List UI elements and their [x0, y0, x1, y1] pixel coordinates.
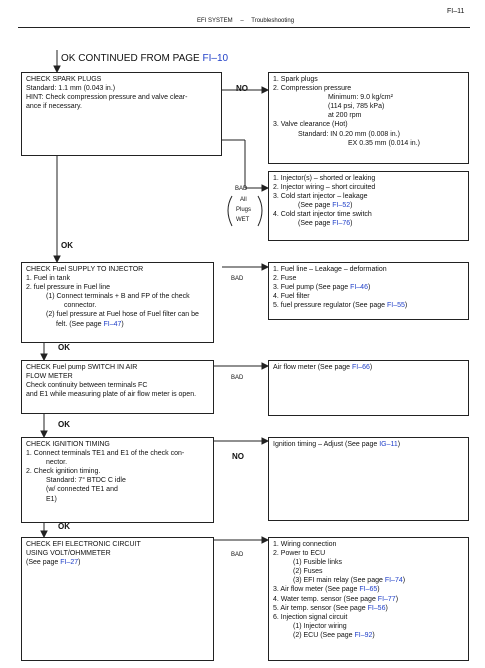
- step-check-efi-circuit: [21, 537, 214, 661]
- r1b-line-2: 2. Injector wiring – short circuited: [273, 184, 376, 192]
- step3-line-3: Check continuity between terminals FC: [26, 382, 148, 390]
- r3-line-1-text: Air flow meter (See page: [273, 364, 352, 371]
- r2-line-5: [273, 301, 464, 310]
- step5-line-3: [26, 558, 209, 567]
- step-check-spark-plugs: [21, 72, 222, 156]
- result-spark-plugs-no: [268, 72, 469, 164]
- r3-line-1: [273, 363, 464, 372]
- r5-line-6: [273, 585, 464, 594]
- r2-line-3-close: ): [367, 284, 371, 292]
- r1b-line-5: 4. Cold start injector time switch: [273, 211, 372, 219]
- step-check-fuel-pump-switch: [21, 360, 214, 414]
- r1b-line-6-text: (See page: [298, 220, 333, 228]
- step2-line-2: 1. Fuel in tank: [26, 275, 70, 283]
- step1-line-2: Standard: 1.1 mm (0.043 in.): [26, 85, 116, 93]
- r5-line-8-close: ): [385, 604, 388, 612]
- r5-line-5-close: ): [402, 577, 406, 585]
- r1-line-3: Minimum: 9.0 kg/cm²: [328, 94, 393, 102]
- step2-line-7-text: felt. (See page: [56, 320, 104, 328]
- wet-bracket-left: [228, 196, 232, 226]
- label-bad-4: BAD: [231, 552, 244, 558]
- label-ok-4: OK: [58, 522, 70, 531]
- r2-line-2: 2. Fuse: [273, 275, 297, 283]
- page-link-fi56[interactable]: FI–56: [367, 604, 386, 612]
- r5-line-5: [273, 576, 464, 585]
- r4-line-1: [273, 440, 464, 449]
- r1b-line-1: 1. Injector(s) – shorted or leaking: [273, 175, 376, 182]
- step2-line-1: CHECK Fuel SUPPLY TO INJECTOR: [26, 266, 144, 273]
- page-link-fi92[interactable]: FI–92: [354, 631, 373, 639]
- step4-line-4: 2. Check ignition timing.: [26, 468, 101, 476]
- result-spark-plugs-bad: [268, 171, 469, 241]
- step-check-fuel-supply: [21, 262, 214, 343]
- page-link-ig11[interactable]: IG–11: [379, 441, 398, 448]
- r1b-line-6: [273, 219, 464, 228]
- label-all: All: [240, 197, 247, 203]
- r1b-line-4-text: (See page: [298, 202, 333, 210]
- step2-line-3: 2. fuel pressure in Fuel line: [26, 284, 111, 292]
- r1-line-7: Standard: IN 0.20 mm (0.008 in.): [298, 130, 400, 138]
- continued-text: OK CONTINUED FROM PAGE: [61, 53, 203, 64]
- label-no-1: NO: [236, 84, 248, 93]
- r5-line-11-text: (2) ECU (See page: [293, 631, 355, 639]
- r3-line-1-close: ): [369, 364, 373, 371]
- r1-line-1: 1. Spark plugs: [273, 76, 318, 83]
- step1-line-4: ance if necessary.: [26, 103, 82, 111]
- r2-line-1: 1. Fuel line – Leakage – deformation: [273, 266, 387, 273]
- step-check-ignition-timing: [21, 437, 214, 523]
- label-ok-3: OK: [58, 420, 70, 429]
- page-link-fi46[interactable]: FI–46: [350, 284, 368, 292]
- r5-line-7-text: 4. Water temp. sensor (See page: [273, 595, 378, 603]
- step5-line-3-text: (See page: [26, 559, 61, 567]
- result-efi-circuit-bad: [268, 537, 469, 661]
- step2-line-7-close: ): [121, 320, 124, 328]
- page-link-fi47[interactable]: FI–47: [103, 320, 122, 328]
- r5-line-11: [273, 631, 464, 640]
- r1b-line-6-close: ): [350, 220, 353, 228]
- step4-line-1: CHECK IGNITION TIMING: [26, 441, 110, 448]
- r5-line-11-close: ): [372, 631, 375, 639]
- step2-line-4: (1) Connect terminals + B and FP of the check: [46, 293, 190, 301]
- page-link-fi76[interactable]: FI–76: [332, 220, 351, 228]
- r5-line-6-close: ): [377, 586, 380, 594]
- r1-line-5: at 200 rpm: [328, 112, 362, 120]
- r1-line-2: 2. Compression pressure: [273, 85, 352, 93]
- wet-bracket-right: [258, 196, 262, 226]
- label-wet: WET: [236, 217, 250, 223]
- label-bad-3: BAD: [231, 375, 244, 381]
- page-link-fi27[interactable]: FI–27: [60, 559, 79, 567]
- section-title: EFI SYSTEM: [197, 18, 233, 24]
- r1b-line-4-close: ): [350, 202, 353, 210]
- r5-line-1: 1. Wiring connection: [273, 541, 337, 548]
- r5-line-6-text: 3. Air flow meter (See page: [273, 586, 360, 594]
- label-no-2: NO: [232, 452, 244, 461]
- page-link-fi74[interactable]: FI–74: [384, 577, 403, 585]
- result-fuel-supply-bad: [268, 262, 469, 320]
- step4-line-6: (w/ connected TE1 and: [46, 486, 118, 494]
- r5-line-8-text: 5. Air temp. sensor (See page: [273, 604, 368, 612]
- r5-line-3: (1) Fusible links: [293, 559, 343, 567]
- r5-line-7: [273, 595, 464, 604]
- page-link-fi55[interactable]: FI–55: [387, 302, 405, 310]
- label-bad-1: BAD: [235, 186, 248, 192]
- r1b-line-4: [273, 201, 464, 210]
- step1-line-1: CHECK SPARK PLUGS: [26, 76, 102, 83]
- step2-line-6: (2) fuel pressure at Fuel hose of Fuel filter can be: [46, 311, 199, 319]
- result-fuel-pump-switch-bad: [268, 360, 469, 416]
- header-dash: –: [240, 18, 244, 24]
- step5-line-3-close: ): [78, 559, 81, 567]
- label-bad-2: BAD: [231, 276, 244, 282]
- step4-line-5: Standard: 7° BTDC C idle: [46, 477, 126, 485]
- step2-line-5: connector.: [64, 302, 97, 310]
- r2-line-3: [273, 283, 464, 292]
- step4-line-3: nector.: [46, 459, 68, 467]
- r5-line-10: (1) Injector wiring: [293, 622, 347, 630]
- r5-line-8: [273, 604, 464, 613]
- r5-line-5-text: (3) EFI main relay (See page: [293, 577, 385, 585]
- r5-line-4: (2) Fuses: [293, 568, 323, 576]
- r5-line-9: 6. Injection signal circuit: [273, 613, 348, 621]
- step3-line-1: CHECK Fuel pump SWITCH IN AIR: [26, 364, 138, 371]
- subsection-title: Troubleshooting: [251, 18, 295, 24]
- page-link-fi77[interactable]: FI–77: [377, 595, 396, 603]
- r4-line-1-text: Ignition timing – Adjust (See page: [273, 441, 380, 448]
- label-ok-1: OK: [61, 241, 73, 250]
- step2-line-7: [26, 320, 209, 329]
- label-plugs: Plugs: [236, 207, 252, 213]
- page-link-fi65[interactable]: FI–65: [359, 586, 378, 594]
- r5-line-7-close: ): [395, 595, 399, 603]
- step4-line-2: 1. Connect terminals TE1 and E1 of the check con-: [26, 450, 185, 458]
- r2-line-4: 4. Fuel filter: [273, 293, 310, 301]
- page-link-fi66[interactable]: FI–66: [351, 364, 370, 371]
- r4-line-1-close: ): [397, 441, 401, 448]
- page-number: FI–11: [447, 8, 465, 15]
- page-link-fi52[interactable]: FI–52: [332, 202, 351, 210]
- r2-line-5-close: ): [404, 302, 408, 310]
- step5-line-1: CHECK EFI ELECTRONIC CIRCUIT: [26, 541, 141, 548]
- label-ok-2: OK: [58, 343, 70, 352]
- r1-line-8: EX 0.35 mm (0.014 in.): [348, 139, 420, 147]
- step5-line-2: USING VOLT/OHMMETER: [26, 550, 111, 558]
- step4-line-7: E1): [46, 495, 57, 503]
- r1-line-6: 3. Valve clearance (Hot): [273, 121, 348, 129]
- r1-line-4: (114 psi, 785 kPa): [328, 103, 385, 111]
- result-ignition-timing-no: [268, 437, 469, 521]
- continued-page-link[interactable]: FI–10: [202, 53, 229, 64]
- r5-line-2: 2. Power to ECU: [273, 550, 326, 558]
- r2-line-3-text: 3. Fuel pump (See page: [273, 284, 351, 292]
- step1-line-3: HINT: Check compression pressure and valve clear-: [26, 94, 188, 102]
- step3-line-4: and E1 while measuring plate of air flow meter is open.: [26, 391, 197, 399]
- step3-line-2: FLOW METER: [26, 373, 73, 381]
- r2-line-5-text: 5. fuel pressure regulator (See page: [273, 302, 388, 310]
- r1b-line-3: 3. Cold start injector – leakage: [273, 193, 368, 201]
